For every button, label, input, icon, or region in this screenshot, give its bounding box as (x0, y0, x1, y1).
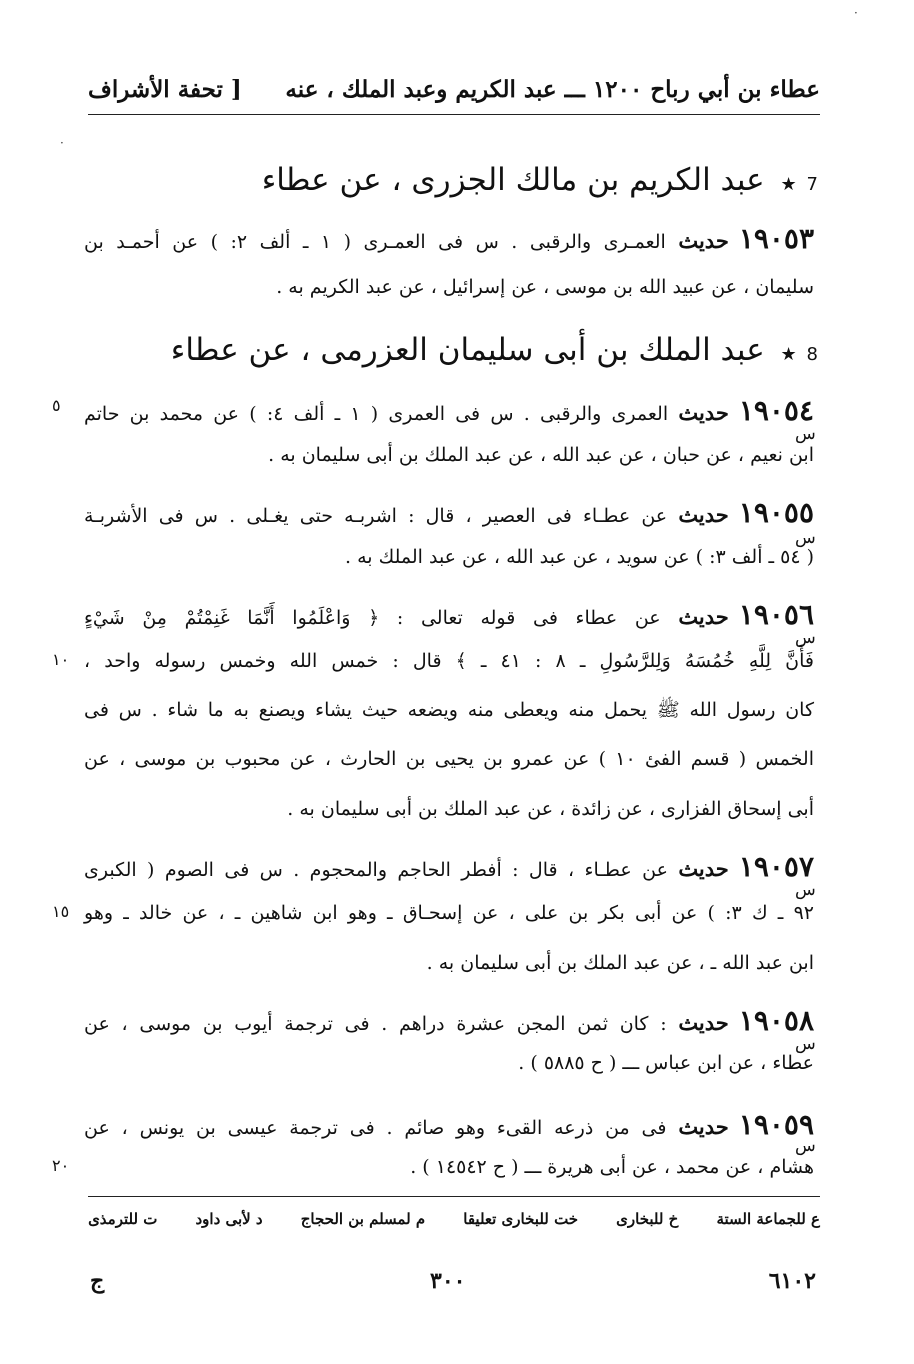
hadith-text-line: هشام ، عن محمد ، عن أبى هريرة ـــ ( ح ١٤٥٤٢ ) . (410, 1156, 814, 1178)
hadith-text: عن عطاء فى قوله تعالى : ﴿ وَاعْلَمُوا أَنَّمَا غَنِمْتُمْ مِنْ شَيْءٍ (84, 607, 661, 629)
volume-page-number: ٦١٠٢ (768, 1268, 816, 1294)
hadith-text-line: عطاء ، عن ابن عباس ـــ ( ح ٥٨٨٥ ) . (518, 1052, 814, 1074)
abbreviation-item: م لمسلم بن الحجاج (300, 1210, 426, 1228)
section-title: عبد الملك بن أبى سليمان العزرمى ، عن عطاء (170, 332, 765, 368)
signature-mark: ج (90, 1268, 105, 1294)
abbreviation-item: خ للبخارى (616, 1210, 679, 1228)
margin-line-number: ٢٠ (52, 1156, 70, 1175)
hadith-text-line: سليمان ، عن عبيد الله بن موسى ، عن إسرائيل ، عن عبد الكريم به . (276, 276, 814, 298)
star-icon: ★ (780, 174, 797, 195)
hadith-number: ١٩٠٥٧ (738, 850, 814, 883)
hadith-entry-line (84, 1004, 814, 1037)
sigla-mark: س (795, 880, 816, 900)
hadith-text-line: ابن عبد الله ـ ، عن عبد الملك بن أبى سليمان به . (426, 952, 814, 974)
hadith-number: ١٩٠٥٩ (738, 1108, 814, 1141)
header-book-title: [ تحفة الأشراف (88, 76, 242, 103)
hadith-entry-line (84, 850, 814, 883)
hadith-text-line: الخمس ( قسم الفئ ١٠ ) عن عمرو بن يحيى بن الحارث ، عن محبوب بن موسى ، عن (84, 748, 814, 770)
margin-line-number: ١٠ (52, 650, 70, 669)
section-heading (262, 162, 818, 198)
running-header (88, 76, 820, 106)
hadith-number: ١٩٠٥٥ (738, 496, 814, 529)
abbreviation-item: د لأبى داود (195, 1210, 263, 1228)
hadith-text: فى من ذرعه القىء وهو صائم . فى ترجمة عيسى بن يونس ، عن (84, 1117, 667, 1139)
scan-speck: · (854, 6, 858, 20)
page-number: ٣٠٠ (430, 1268, 466, 1294)
section-number: 7 (806, 174, 818, 195)
hadith-text: العمرى والرقبى . س فى العمرى ( ١ ـ ألف ٤: ) عن محمد بن حاتم (84, 403, 669, 425)
hadith-word: حديث (678, 1114, 729, 1139)
sigla-mark: س (795, 424, 816, 444)
hadith-number: ١٩٠٥٦ (738, 598, 814, 631)
hadith-number: ١٩٠٥٤ (738, 394, 815, 427)
hadith-text-line: كان رسول الله ﷺ يحمل منه ويعطى منه ويضعه حيث يشاء ويصنع به ما شاء . س فى (84, 699, 814, 721)
hadith-text-line: ابن نعيم ، عن حبان ، عن عبد الله ، عن عبد الملك بن أبى سليمان به . (268, 444, 814, 466)
section-heading (171, 332, 818, 368)
scan-speck: · (60, 136, 64, 150)
hadith-text-line: فَأَنَّ لِلَّهِ خُمُسَهُ وَلِلرَّسُولِ ـ ٨ : ٤١ ـ ﴾ قال : خمس الله وخمس رسوله واحد ، (84, 650, 815, 672)
hadith-text-line: أبى إسحاق الفزارى ، عن زائدة ، عن عبد الملك بن أبى سليمان به . (287, 798, 814, 820)
hadith-word: حديث (678, 228, 729, 253)
sigla-mark: س (795, 1034, 816, 1054)
hadith-word: حديث (678, 856, 729, 881)
abbreviation-item: ع للجماعة الستة (716, 1210, 820, 1228)
hadith-text: عن عطـاء فى العصير ، قال : اشربـه حتى يغـلى . س فى الأشربـة (84, 505, 668, 527)
footer-rule (88, 1196, 820, 1197)
hadith-word: حديث (678, 502, 729, 527)
header-rule (88, 114, 820, 115)
hadith-entry-line (84, 394, 814, 427)
header-title: عطاء بن أبي رباح ١٢٠٠ ـــ عبد الكريم وعبد الملك ، عنه (285, 76, 820, 103)
hadith-text: العمـرى والرقبى . س فى العمـرى ( ١ ـ ألف ٢: ) عن أحمـد بن (84, 231, 666, 253)
hadith-text: عن عطـاء ، قال : أفطر الحاجم والمحجوم . س فى الصوم ( الكبرى (84, 859, 668, 881)
sigla-mark: س (795, 1136, 816, 1156)
abbreviation-item: ت للترمذى (88, 1210, 158, 1228)
hadith-entry-line (84, 496, 814, 529)
star-icon: ★ (780, 344, 797, 365)
section-title: عبد الكريم بن مالك الجزرى ، عن عطاء (261, 162, 765, 198)
sigla-mark: س (795, 628, 816, 648)
sigla-mark: س (795, 528, 816, 548)
hadith-word: حديث (678, 604, 729, 629)
hadith-text: : كان ثمن المجن عشرة دراهم . فى ترجمة أيوب بن موسى ، عن (84, 1013, 667, 1035)
hadith-text-line: ( ٥٤ ـ ألف ٣: ) عن سويد ، عن عبد الله ، عن عبد الملك به . (344, 546, 814, 568)
hadith-entry-line (84, 222, 814, 255)
hadith-number: ١٩٠٥٣ (738, 222, 815, 255)
abbreviation-key (88, 1210, 820, 1240)
hadith-number: ١٩٠٥٨ (738, 1004, 814, 1037)
hadith-entry-line (84, 598, 814, 631)
margin-line-number: ٥ (52, 396, 61, 415)
section-number: 8 (806, 344, 818, 365)
abbreviation-item: خت للبخارى تعليقا (463, 1210, 579, 1228)
hadith-word: حديث (678, 400, 729, 425)
hadith-text-line: ٩٢ ـ ك ٣: ) عن أبى بكر بن على ، عن إسحـاق ـ وهو ابن شاهين ـ ، عن خالد ـ وهو (84, 902, 814, 924)
hadith-entry-line (84, 1108, 814, 1141)
hadith-word: حديث (678, 1010, 729, 1035)
margin-line-number: ١٥ (52, 902, 70, 921)
